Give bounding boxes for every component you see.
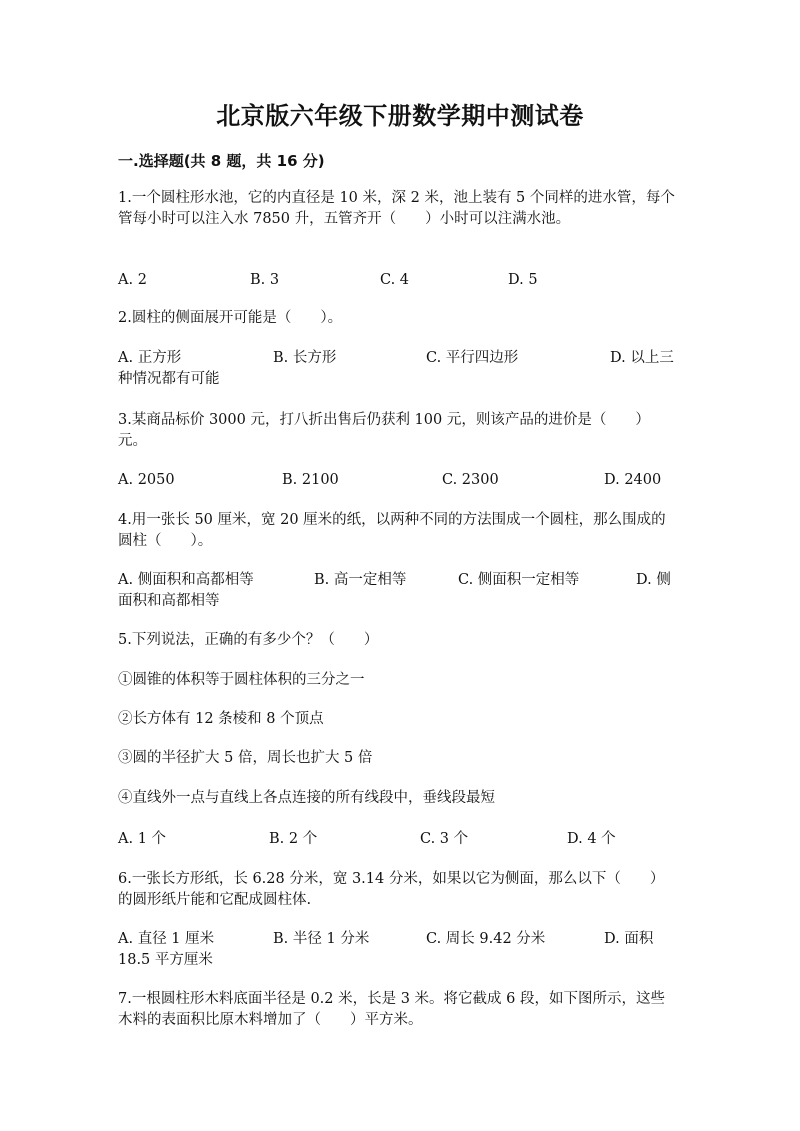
option-b: B. 2100 [282, 472, 339, 488]
option-b: B. 长方形 [273, 350, 337, 366]
question-3: 3.某商品标价 3000 元，打八折出售后仍获利 100 元，则该产品的进价是（ ）元。 [118, 412, 650, 449]
option-c: C. 3 个 [420, 831, 469, 847]
option-c: C. 周长 9.42 分米 [426, 931, 546, 947]
option-c: C. 平行四边形 [426, 350, 519, 366]
option-c: C. 4 [380, 272, 410, 288]
option-d: D. 2400 [604, 472, 662, 488]
option-a: A. 1 个 [118, 831, 167, 847]
option-a: A. 2 [118, 272, 147, 288]
option-d-continued: 种情况都有可能 [118, 371, 220, 387]
question-7: 7.一根圆柱形木料底面半径是 0.2 米，长是 3 米。将它截成 6 段，如下图所示，这些木料的表面积比原木料增加了（ ）平方米。 [118, 991, 665, 1028]
option-a: A. 2050 [118, 472, 175, 488]
option-d-continued: 18.5 平方厘米 [118, 952, 213, 968]
question-1: 1.一个圆柱形水池，它的内直径是 10 米，深 2 米，池上装有 5 个同样的进水管，每个管每小时可以注入水 7850 升，五管齐开（ ）小时可以注满水池。 [118, 190, 675, 227]
statement-2: ②长方体有 12 条棱和 8 个顶点 [118, 711, 324, 727]
statement-1: ①圆锥的体积等于圆柱体积的三分之一 [118, 672, 365, 688]
question-4: 4.用一张长 50 厘米，宽 20 厘米的纸，以两种不同的方法围成一个圆柱，那么围成的圆柱（ ）。 [118, 512, 666, 549]
option-b: B. 3 [250, 272, 280, 288]
option-a: A. 直径 1 厘米 [118, 931, 215, 947]
option-d: D. 以上三 [610, 350, 674, 366]
option-b: B. 2 个 [269, 831, 318, 847]
option-d: D. 面积 [604, 931, 654, 947]
question-6: 6.一张长方形纸，长 6.28 分米，宽 3.14 分米，如果以它为侧面，那么以下（ ）的圆形纸片能和它配成圆柱体. [118, 871, 665, 908]
option-a: A. 正方形 [118, 350, 182, 366]
statement-4: ④直线外一点与直线上各点连接的所有线段中，垂线段最短 [118, 790, 495, 806]
section-heading: 一.选择题(共 8 题，共 16 分) [118, 152, 325, 170]
option-a: A. 侧面积和高都相等 [118, 572, 254, 588]
option-d-continued: 面积和高都相等 [118, 593, 220, 609]
option-c: C. 2300 [442, 472, 499, 488]
option-d: D. 5 [508, 272, 538, 288]
option-b: B. 高一定相等 [314, 572, 407, 588]
option-b: B. 半径 1 分米 [273, 931, 370, 947]
page-title: 北京版六年级下册数学期中测试卷 [216, 102, 584, 130]
statement-3: ③圆的半径扩大 5 倍，周长也扩大 5 倍 [118, 750, 373, 766]
option-d: D. 侧 [636, 572, 671, 588]
question-2: 2.圆柱的侧面展开可能是（ ）。 [118, 310, 343, 326]
option-c: C. 侧面积一定相等 [458, 572, 580, 588]
option-d: D. 4 个 [567, 831, 616, 847]
question-5: 5.下列说法，正确的有多少个？（ ） [118, 632, 379, 648]
